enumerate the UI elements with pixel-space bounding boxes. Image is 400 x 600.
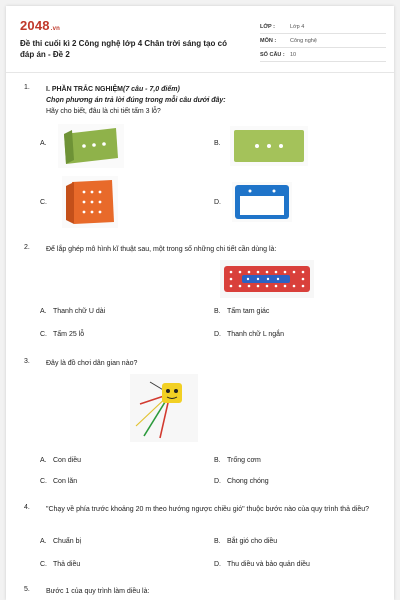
exam-meta-table: [260, 20, 386, 62]
header-divider: [6, 72, 394, 73]
site-logo[interactable]: 2048.vn: [20, 18, 61, 33]
section-instruction: Chọn phương án trả lời đúng trong mỗi câu dưới đây:: [46, 97, 226, 104]
exam-page: 2048.vn Đề thi cuối kì 2 Công nghệ lớp 4 Chân trời sáng tạo có đáp án - Đề 2 LỚP : Lớp 4 MÔN : Công nghệ SỐ CÂU : 10 1. I. PHẦN TRẮC NGHIỆM(7 câu - 7,0 điểm) Chọn phương án trả lời đúng trong mỗi câu dưới đây: Hãy cho biết, đâu là chi tiết tấm 3 lỗ? A. B. C. D. 2. Để lắp ghép mô hình kĩ thuật sau, một trong số những chi tiết cần dùng là: A. Thanh chữ U dài B. Tấm tam giác C. Tấm 25 lỗ D. Thanh chữ L ngắn 3. Đây là đồ chơi dân gian nào? A. Con diều B. Trống cơm C. Con lăn D. Chong chóng 4. "Chạy về phía trước khoảng 20 m theo hướng ngược chiều gió" thuộc bước nào của quy trình thả diều? A. Chuẩn bị B. Bắt gió cho diều C. Thả diều D. Thu diều và bảo quản diều 5. Bước 1 của quy trình làm diều là:: [6, 6, 394, 600]
pinwheel-toy-icon: [130, 374, 198, 442]
exam-header: [20, 18, 382, 68]
question-text: Để lắp ghép mô hình kĩ thuật sau, một trong số những chi tiết cần dùng là:: [46, 246, 277, 253]
question-text: Bước 1 của quy trình làm diều là:: [46, 588, 150, 595]
meta-row-subject: MÔN : Công nghệ: [260, 34, 386, 48]
meta-row-class: LỚP : Lớp 4: [260, 20, 386, 34]
question-text: "Chạy về phía trước khoảng 20 m theo hướng ngược chiều gió" thuộc bước nào của quy trình thả diều?: [46, 506, 370, 513]
question-text: Hãy cho biết, đâu là chi tiết tấm 3 lỗ?: [46, 108, 161, 115]
perforated-plate-model-icon: [220, 260, 314, 298]
orange-bent-plate-icon: [62, 176, 118, 228]
green-flat-plate-icon: [230, 126, 308, 166]
page-title: Đề thi cuối kì 2 Công nghệ lớp 4 Chân trời sáng tạo có đáp án - Đề 2: [20, 39, 227, 59]
section-title: I. PHẦN TRẮC NGHIỆM(7 câu - 7,0 điểm): [46, 86, 180, 93]
blue-frame-plate-icon: [232, 182, 292, 222]
green-bent-plate-icon: [58, 124, 124, 168]
question-text: Đây là đồ chơi dân gian nào?: [46, 360, 138, 367]
meta-row-question-count: SỐ CÂU : 10: [260, 48, 386, 62]
